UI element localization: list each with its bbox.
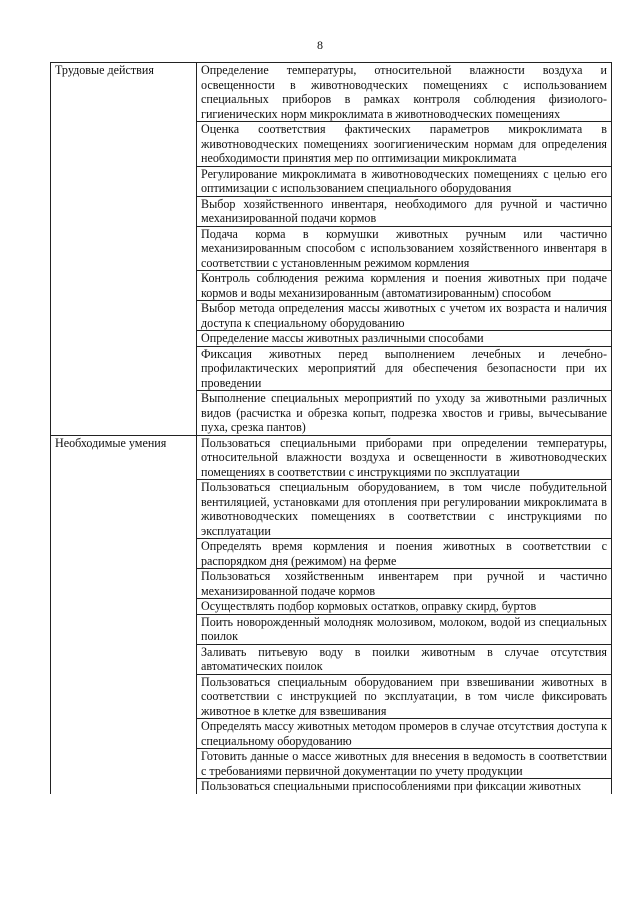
section-item: Определение массы животных различными способами: [197, 331, 612, 347]
page-number: 8: [317, 38, 323, 52]
section-item: Пользоваться специальным оборудованием, в том числе побудительной вентиляцией, установками для отопления при регулировании микроклимата в животноводческих помещениях в соответствии с инструкциями по эксплуатации: [197, 480, 612, 539]
section-item: Выполнение специальных мероприятий по уходу за животными различных видов (расчистка и обрезка копыт, подрезка хвостов и гривы, вычесывание пуха, срезка пантов): [197, 391, 612, 436]
table-row: [51, 63, 612, 122]
section-item: Регулирование микроклимата в животноводческих помещениях с целью его оптимизации с использованием специального оборудования: [197, 166, 612, 196]
section-item: Выбор метода определения массы животных с учетом их возраста и наличия доступа к специальному оборудованию: [197, 301, 612, 331]
section-item: Осуществлять подбор кормовых остатков, оправку скирд, буртов: [197, 599, 612, 615]
section-item: Пользоваться специальными приспособлениями при фиксации животных: [197, 779, 612, 794]
section-item: Фиксация животных перед выполнением лечебных и лечебно-профилактических мероприятий для обеспечения безопасности при их проведении: [197, 346, 612, 391]
section-item: Контроль соблюдения режима кормления и поения животных при подаче кормов и воды механизированным (автоматизированным) способом: [197, 271, 612, 301]
section-item: Выбор хозяйственного инвентаря, необходимого для ручной и частично механизированной подачи кормов: [197, 196, 612, 226]
job-function-table: [50, 62, 612, 794]
section-item: Пользоваться специальными приборами при определении температуры, относительной влажности воздуха и освещенности в животноводческих помещениях в соответствии с инструкциями по эксплуатации: [197, 435, 612, 480]
section-item: Пользоваться специальным оборудованием при взвешивании животных в соответствии с инструкцией по эксплуатации, в том числе фиксировать животное в клетке для взвешивания: [197, 674, 612, 719]
section-item: Пользоваться хозяйственным инвентарем при ручной и частично механизированной подаче кормов: [197, 569, 612, 599]
section-label: Необходимые умения: [51, 435, 197, 794]
table-row: [51, 435, 612, 480]
section-item: Определение температуры, относительной влажности воздуха и освещенности в животноводческих помещениях с использованием специальных приборов в рамках контроля соблюдения физиолого-гигиенических норм микроклимата в животноводческих помещениях: [197, 63, 612, 122]
section-label: Трудовые действия: [51, 63, 197, 436]
section-item: Поить новорожденный молодняк молозивом, молоком, водой из специальных поилок: [197, 614, 612, 644]
section-item: Оценка соответствия фактических параметров микроклимата в животноводческих помещениях зоогигиеническим нормам для определения необходимости принятия мер по оптимизации микроклимата: [197, 122, 612, 167]
section-item: Заливать питьевую воду в поилки животным в случае отсутствия автоматических поилок: [197, 644, 612, 674]
table-body: [51, 63, 612, 794]
section-item: Подача корма в кормушки животных ручным или частично механизированным способом с использованием хозяйственного инвентаря в соответствии с установленным режимом кормления: [197, 226, 612, 271]
section-item: Готовить данные о массе животных для внесения в ведомость в соответствии с требованиями первичной документации по учету продукции: [197, 749, 612, 779]
section-item: Определять время кормления и поения животных в соответствии с распорядком дня (режимом) на ферме: [197, 539, 612, 569]
section-item: Определять массу животных методом промеров в случае отсутствия доступа к специальному оборудованию: [197, 719, 612, 749]
